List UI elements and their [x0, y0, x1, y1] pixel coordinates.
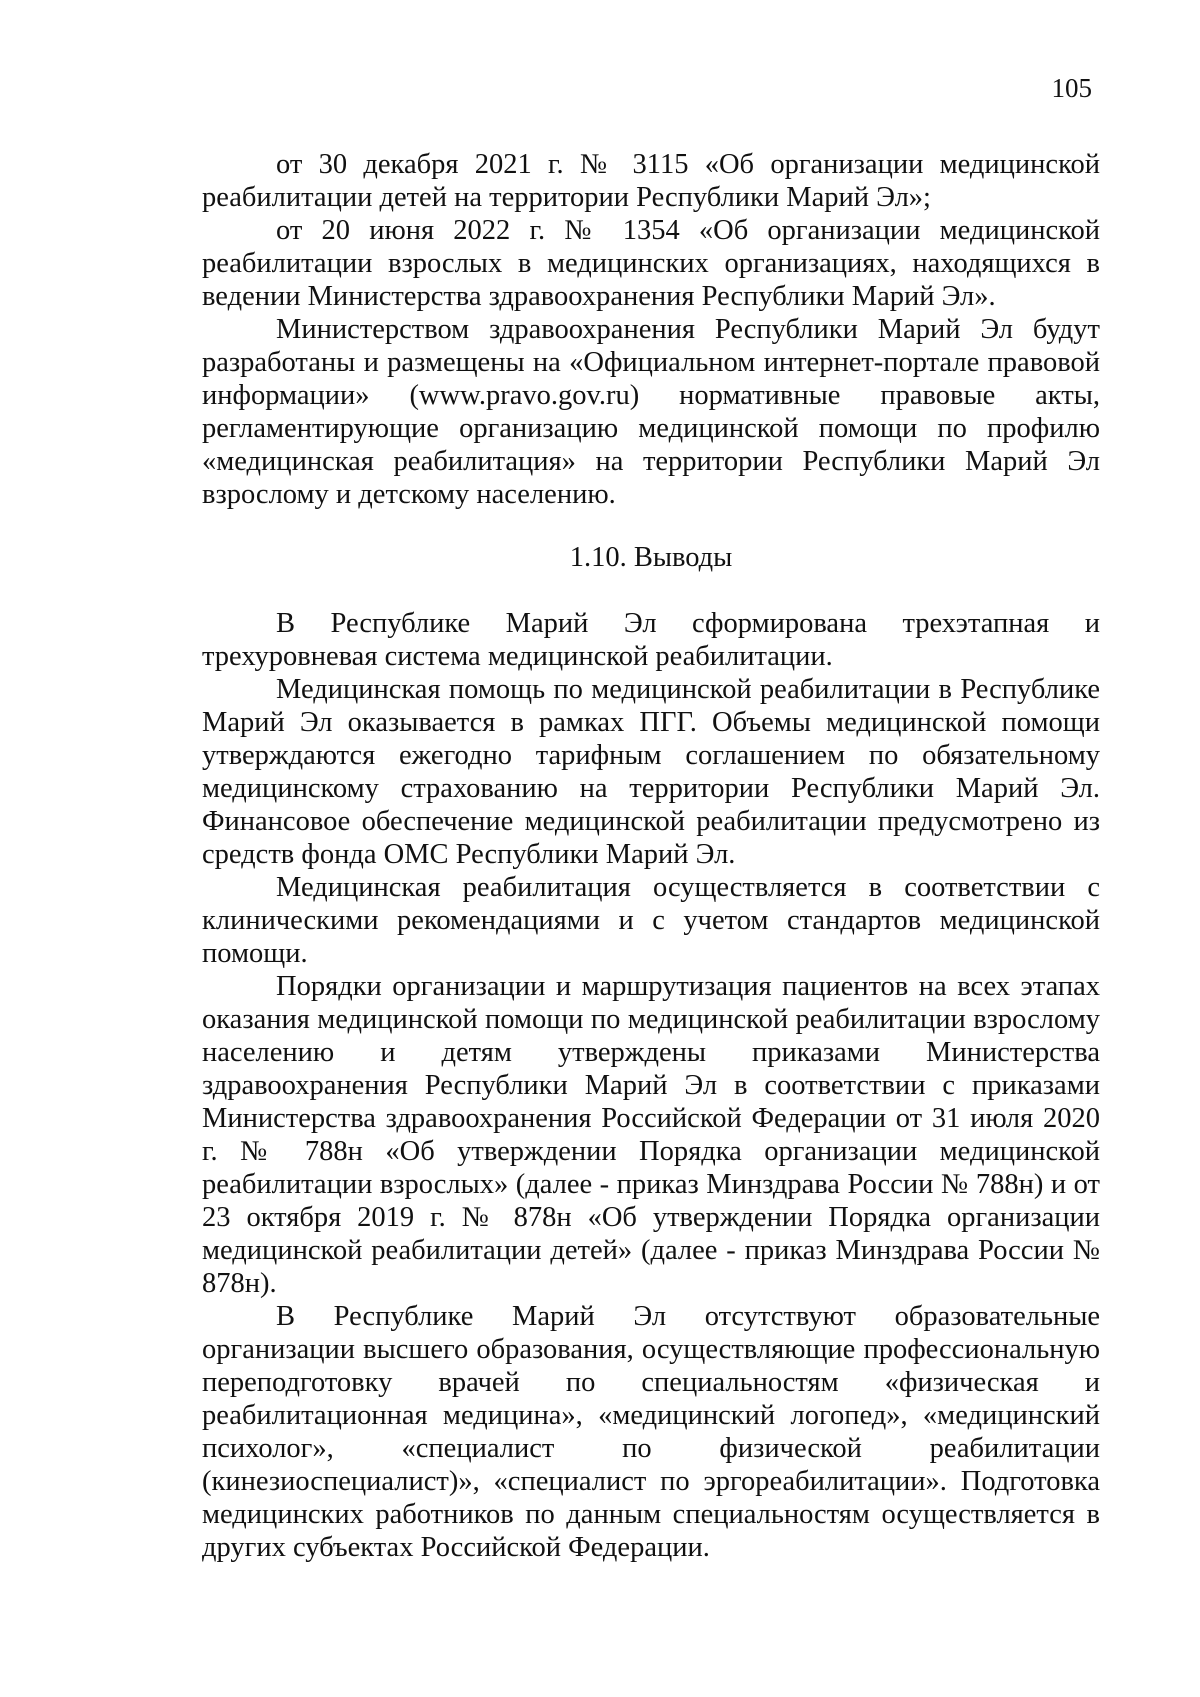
paragraph: В Республике Марий Эл отсутствуют образовательные организации высшего образования, осуществляющие профессиональную переподготовку врачей по специальностям «физическая и реабилитационная медицина», «медицинский логопед», «медицинский психолог», «специалист по физической реабилитации (кинезиоспециалист)», «специалист по эргореабилитации». Подготовка медицинских работников по данным специальностям осуществляется в других субъектах Российской Федерации.: [202, 1301, 1100, 1563]
page-number: 105: [1051, 73, 1092, 103]
paragraph: Министерством здравоохранения Республики Марий Эл будут разработаны и размещены на «Официальном интернет-портале правовой информации» (www.pravo.gov.ru) нормативные правовые акты, регламентирующие организацию медицинской помощи по профилю «медицинская реабилитация» на территории Республики Марий Эл взрослому и детскому населению.: [202, 314, 1100, 510]
paragraph: от 20 июня 2022 г. № 1354 «Об организации медицинской реабилитации взрослых в медицинских организациях, находящихся в ведении Министерства здравоохранения Республики Марий Эл».: [202, 215, 1100, 312]
paragraph: Медицинская реабилитация осуществляется в соответствии с клиническими рекомендациями и с учетом стандартов медицинской помощи.: [202, 872, 1100, 969]
paragraph: Медицинская помощь по медицинской реабилитации в Республике Марий Эл оказывается в рамках ПГГ. Объемы медицинской помощи утверждаются ежегодно тарифным соглашением по обязательному медицинскому страхованию на территории Республики Марий Эл. Финансовое обеспечение медицинской реабилитации предусмотрено из средств фонда ОМС Республики Марий Эл.: [202, 674, 1100, 870]
bottom-text-block: [202, 607, 1100, 1564]
paragraph: от 30 декабря 2021 г. № 3115 «Об организации медицинской реабилитации детей на территории Республики Марий Эл»;: [202, 149, 1100, 213]
top-text-block: [202, 148, 1100, 511]
paragraph: Порядки организации и маршрутизация пациентов на всех этапах оказания медицинской помощи по медицинской реабилитации взрослому населению и детям утверждены приказами Министерства здравоохранения Республики Марий Эл в соответствии с приказами Министерства здравоохранения Российской Федерации от 31 июля 2020 г. № 788н «Об утверждении Порядка организации медицинской реабилитации взрослых» (далее - приказ Минздрава России № 788н) и от 23 октября 2019 г. № 878н «Об утверждении Порядка организации медицинской реабилитации детей» (далее - приказ Минздрава России № 878н).: [202, 971, 1100, 1299]
section-heading: 1.10. Выводы: [569, 542, 733, 573]
paragraph: В Республике Марий Эл сформирована трехэтапная и трехуровневая система медицинской реабилитации.: [202, 608, 1100, 672]
